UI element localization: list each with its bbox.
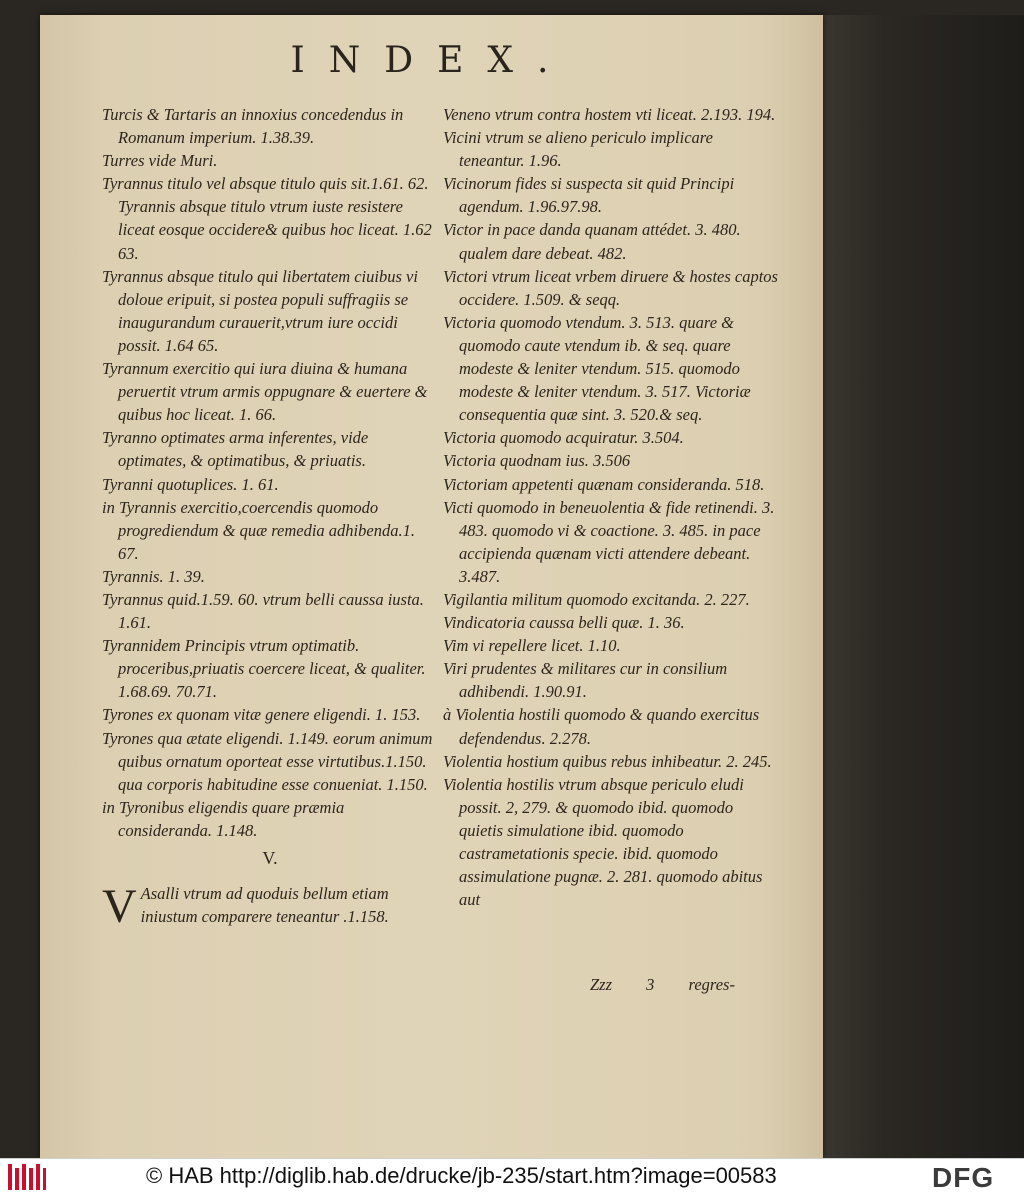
index-entry: Turcis & Tartaris an innoxius concedendus in Romanum imperium. 1.38.39.	[102, 105, 404, 148]
dfg-logo: DFG	[932, 1162, 995, 1193]
hab-logo-icon	[6, 1162, 48, 1192]
index-entry: Vindicatoria caussa belli quæ. 1. 36.	[443, 613, 685, 633]
page-header: INDEX.	[290, 40, 573, 81]
drop-cap: V	[102, 880, 137, 934]
index-entry: Tyrannus absque titulo qui libertatem ciuibus vi doloue eripuit, si postea populi suffragiis se inaugurandum curauerit,vtrum iure occidi possit. 1.64 65.	[102, 266, 418, 355]
copyright-link[interactable]: © HAB http://diglib.hab.de/drucke/jb-235/start.htm?image=00583	[146, 1163, 777, 1188]
index-entry: Victoria quomodo vtendum. 3. 513. quare & quomodo caute vtendum ib. & seq. quare modeste & leniter vtendum. 515. quomodo modeste & leniter vtendum. 3. 517. Victoriæ consequentia quæ sint. 3. 520.& seq.	[443, 312, 751, 425]
index-entry: Victoria quodnam ius. 3.506	[443, 451, 631, 471]
index-entry: Victoriam appetenti quænam consideranda. 518.	[443, 474, 765, 494]
index-entry: Violentia hostilis vtrum absque periculo eludi possit. 2, 279. & quomodo ibid. quomodo quietis simulatione ibid. quomodo castrametationis specie. ibid. quomodo assimulatione pugnæ. 2. 281. quomodo abitus aut	[443, 774, 763, 910]
index-entry: Tyrannis. 1. 39.	[102, 566, 205, 586]
index-entry: Tyranno optimates arma inferentes, vide optimates, & optimatibus, & priuatis.	[102, 428, 369, 471]
index-entry: Victi quomodo in beneuolentia & fide retinendi. 3. 483. quomodo vi & coactione. 3. 485. in pace accipienda quænam victi attendere debeant. 3.487.	[443, 497, 775, 586]
index-entry: Tyrannidem Principis vtrum optimatib. proceribus,priuatis coercere liceat, & qualiter. 1.68.69. 70.71.	[102, 636, 426, 702]
index-entry: in Tyronibus eligendis quare præmia consideranda. 1.148.	[102, 797, 345, 840]
index-entry: Viri prudentes & militares cur in consilium adhibendi. 1.90.91.	[443, 659, 728, 702]
index-entry: Vicini vtrum se alieno periculo implicare teneantur. 1.96.	[443, 128, 713, 171]
index-entry: Victori vtrum liceat vrbem diruere & hostes captos occidere. 1.509. & seqq.	[443, 266, 778, 309]
signature-line: Zzz 3 regres-	[590, 975, 735, 994]
index-entry: Vicinorum fides si suspecta sit quid Principi agendum. 1.96.97.98.	[443, 174, 735, 217]
index-entry: Victor in pace danda quanam attédet. 3. 480. qualem dare debeat. 482.	[443, 220, 741, 263]
index-entry: Tyranni quotuplices. 1. 61.	[102, 474, 279, 494]
index-entry: Veneno vtrum contra hostem vti liceat. 2.193. 194.	[443, 105, 776, 124]
index-entry: Vim vi repellere licet. 1.10.	[443, 636, 621, 656]
index-entry: Tyrannum exercitio qui iura diuina & humana peruertit vtrum armis oppugnare & euertere & quibus hoc liceat. 1. 66.	[102, 359, 428, 425]
index-entry: in Tyrannis exercitio,coercendis quomodo progrediendum & quæ remedia adhibenda.1. 67.	[102, 497, 415, 563]
right-column	[443, 103, 779, 911]
index-entry: Violentia hostium quibus rebus inhibeatur. 2. 245.	[443, 751, 772, 771]
index-entry: Tyrannus quid.1.59. 60. vtrum belli caussa iusta. 1.61.	[102, 589, 424, 633]
book-edge	[823, 15, 1024, 1158]
index-entry: Victoria quomodo acquiratur. 3.504.	[443, 428, 684, 448]
index-entry: à Violentia hostili quomodo & quando exercitus defendendus. 2.278.	[443, 705, 760, 748]
index-entry: Tyrones qua ætate eligendi. 1.149. eorum animum quibus ornatum oporteat esse virtutibus.1.150. qua corporis habitudine esse conueniat. 1.150.	[102, 728, 433, 794]
index-entry: Tyrones ex quonam vitæ genere eligendi. 1. 153.	[102, 705, 421, 725]
index-entry: Vigilantia militum quomodo excitanda. 2. 227.	[443, 589, 750, 609]
section-letter: V.	[262, 848, 278, 868]
drop-cap-entry	[102, 880, 438, 934]
index-entry: Turres vide Muri.	[102, 151, 218, 171]
left-column	[102, 103, 438, 945]
index-entry: Tyrannus titulo vel absque titulo quis sit.1.61. 62. Tyrannis absque titulo vtrum iuste resistere liceat eosque occidere& quibus hoc liceat. 1.62 63.	[102, 174, 432, 263]
drop-cap-text: Asalli vtrum ad quoduis bellum etiam iniustum comparere teneantur .1.158.	[140, 884, 389, 927]
